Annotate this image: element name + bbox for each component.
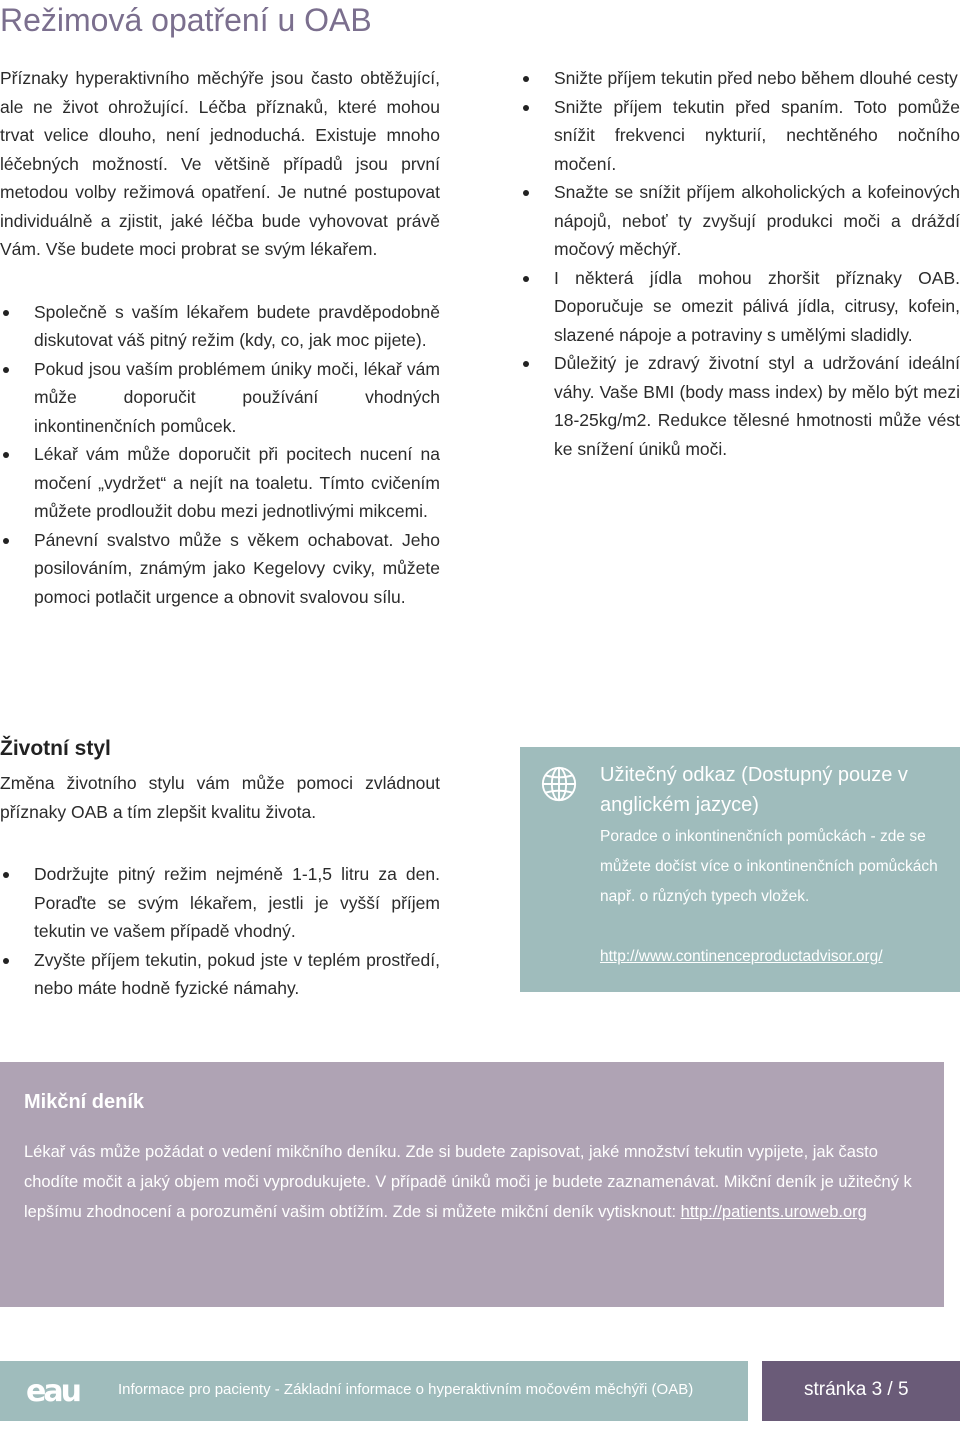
link-box-title: Užitečný odkaz (Dostupný pouze v anglickém jazyce): [600, 764, 908, 816]
list-item: Pokud jsou vaším problémem úniky moči, lékař vám může doporučit používání vhodných inkontinenčních pomůcek.: [0, 355, 440, 441]
link-box-text: Poradce o inkontinenčních pomůckách - zde se můžete dočíst více o inkontinenčních pomůckách např. o různých typech vložek.: [600, 828, 938, 905]
list-item: Snažte se snížit příjem alkoholických a kofeinových nápojů, neboť ty zvyšují produkci moči a dráždí močový měchýř.: [520, 178, 960, 264]
lifestyle-heading: Životní styl: [0, 737, 111, 760]
list-item: Snižte příjem tekutin před spaním. Toto pomůže snížit frekvenci nykturií, nechtěného nočního močení.: [520, 93, 960, 179]
footer-bar: [0, 1361, 748, 1421]
bullet-icon: [3, 310, 9, 316]
bullet-icon: [3, 958, 9, 964]
globe-icon: [540, 765, 578, 803]
bullet-icon: [523, 190, 529, 196]
bullet-icon: [523, 276, 529, 282]
recommendations-list: [0, 298, 440, 612]
lifestyle-section: [0, 769, 440, 1003]
eau-logo: eau: [26, 1374, 79, 1409]
page-number: stránka 3 / 5: [804, 1379, 909, 1400]
useful-link-box: [520, 747, 960, 992]
bullet-icon: [3, 452, 9, 458]
bullet-icon: [523, 76, 529, 82]
bullet-icon: [523, 361, 529, 367]
list-item: Snižte příjem tekutin před nebo během dlouhé cesty: [520, 64, 960, 93]
intro-paragraph: Příznaky hyperaktivního měchýře jsou často obtěžující, ale ne život ohrožující. Léčba příznaků, které mohou trvat velice dlouho, není jednoduchá. Existuje mnoho léčebných možností. Ve většině případů jsou první metodou volby režimová opatření. Je nutné postupovat individuálně a zjistit, jaké léčba bude vyhovovat právě Vám. Vše budete moci probrat se svým lékařem.: [0, 68, 440, 259]
uroweb-link[interactable]: http://patients.uroweb.org: [680, 1203, 867, 1221]
list-item: Důležitý je zdravý životní styl a udržování ideální váhy. Vaše BMI (body mass index) by mělo být mezi 18-25kg/m2. Redukce tělesné hmotnosti může vést ke snížení úniků moči.: [520, 349, 960, 463]
bullet-icon: [3, 538, 9, 544]
bullet-icon: [3, 367, 9, 373]
continence-advisor-link[interactable]: http://www.continenceproductadvisor.org/: [600, 948, 883, 965]
list-item: Zvyšte příjem tekutin, pokud jste v teplém prostředí, nebo máte hodně fyzické námahy.: [0, 946, 440, 1003]
left-column: [0, 64, 440, 611]
bullet-icon: [523, 105, 529, 111]
diary-text: Lékař vás může požádat o vedení mikčního deníku. Zde si budete zapisovat, jaké množství tekutin vypijete, jak často chodíte močit a jaký objem moči vyprodukujete. V případě úniků moči je budete zaznamenávat. Mikční deník je užitečný k lepšímu zhodnocení a porozumění vašim obtížím. Zde si můžete mikční deník vytisknout: http://patients.uroweb.org: [24, 1143, 912, 1221]
list-item: Pánevní svalstvo může s věkem ochabovat. Jeho posilováním, známým jako Kegelovy cviky, můžete pomoci potlačit urgence a obnovit svalovou sílu.: [0, 526, 440, 612]
fluid-tips-list: [520, 64, 960, 463]
lifestyle-intro: Změna životního stylu vám může pomoci zvládnout příznaky OAB a tím zlepšit kvalitu života.: [0, 773, 440, 822]
list-item: Dodržujte pitný režim nejméně 1-1,5 litru za den. Poraďte se svým lékařem, jestli je vyšší příjem tekutin ve vašem případě vhodný.: [0, 860, 440, 946]
page-title: Režimová opatření u OAB: [0, 2, 372, 38]
list-item: I některá jídla mohou zhoršit příznaky OAB. Doporučuje se omezit pálivá jídla, citrusy, kofein, slazené nápoje a potraviny s umělými sladidly.: [520, 264, 960, 350]
footer-text: Informace pro pacienty - Základní informace o hyperaktivním močovém měchýři (OAB): [118, 1381, 694, 1398]
list-item: Lékař vám může doporučit při pocitech nucení na močení „vydržet“ a nejít na toaletu. Tímto cvičením můžete prodloužit dobu mezi jednotlivými mikcemi.: [0, 440, 440, 526]
list-item: Společně s vaším lékařem budete pravděpodobně diskutovat váš pitný režim (kdy, co, jak moc pijete).: [0, 298, 440, 355]
voiding-diary-box: [0, 1062, 944, 1307]
lifestyle-list: [0, 860, 440, 1003]
right-column: [520, 64, 960, 463]
page-indicator: [762, 1361, 960, 1421]
diary-title: Mikční deník: [24, 1091, 145, 1113]
bullet-icon: [3, 872, 9, 878]
